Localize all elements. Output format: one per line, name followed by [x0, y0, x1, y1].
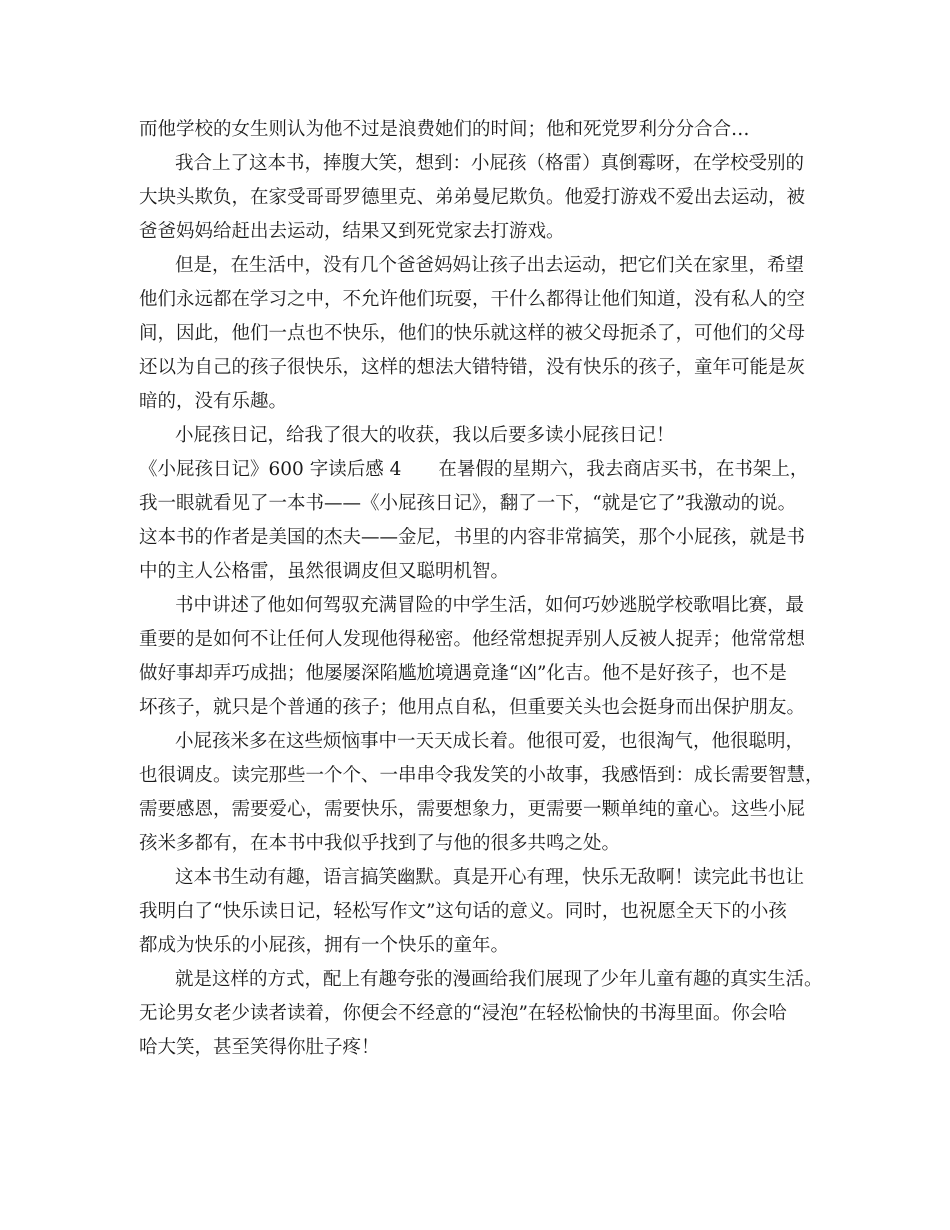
- text-line: 做好事却弄巧成拙；他屡屡深陷尴尬境遇竟逢“凶”化吉。他不是好孩子，也不是: [139, 663, 787, 684]
- text-line: 都成为快乐的小屁孩，拥有一个快乐的童年。: [139, 935, 510, 956]
- text-line: 就是这样的方式，配上有趣夸张的漫画给我们展现了少年儿童有趣的真实生活。: [175, 969, 823, 990]
- text-line: 小屁孩米多在这些烦恼事中一天天成长着。他很可爱，也很淘气，他很聪明，: [175, 731, 805, 752]
- text-line: 孩米多都有，在本书中我似乎找到了与他的很多共鸣之处。: [139, 833, 621, 854]
- text-line: 也很调皮。读完那些一个个、一串串令我发笑的小故事，我感悟到：成长需要智慧，: [139, 765, 824, 786]
- text-line: 小屁孩日记，给我了很大的收获，我以后要多读小屁孩日记！: [175, 425, 675, 446]
- text-line: 他们永远都在学习之中，不允许他们玩耍，干什么都得让他们知道，没有私人的空: [139, 289, 806, 310]
- text-line: 哈大笑，甚至笑得你肚子疼！: [139, 1037, 380, 1058]
- text-line: 但是，在生活中，没有几个爸爸妈妈让孩子出去运动，把它们关在家里，希望: [175, 255, 805, 276]
- text-line: 坏孩子，就只是个普通的孩子；他用点自私，但重要关头也会挺身而出保护朋友。: [139, 697, 806, 718]
- text-line: 我一眼就看见了一本书——《小屁孩日记》，翻了一下，“就是它了”我激动的说。: [139, 493, 797, 514]
- text-line: 而他学校的女生则认为他不过是浪费她们的时间；他和死党罗利分分合合…: [139, 119, 750, 140]
- text-line: 这本书生动有趣，语言搞笑幽默。真是开心有理，快乐无敌啊！读完此书也让: [175, 867, 805, 888]
- text-line: 我合上了这本书，捧腹大笑，想到：小屁孩（格雷）真倒霉呀，在学校受别的: [175, 153, 805, 174]
- text-line: 这本书的作者是美国的杰夫——金尼，书里的内容非常搞笑，那个小屁孩，就是书: [139, 527, 806, 548]
- text-line: 暗的，没有乐趣。: [139, 391, 288, 412]
- text-line: 中的主人公格雷，虽然很调皮但又聪明机智。: [139, 561, 510, 582]
- text-line: 《小屁孩日记》600 字读后感 4 在暑假的星期六，我去商店买书，在书架上，: [139, 459, 809, 480]
- text-line: 还以为自己的孩子很快乐，这样的想法大错特错，没有快乐的孩子，童年可能是灰: [139, 357, 806, 378]
- text-line: 需要感恩，需要爱心，需要快乐，需要想象力，更需要一颗单纯的童心。这些小屁: [139, 799, 806, 820]
- text-line: 间，因此，他们一点也不快乐，他们的快乐就这样的被父母扼杀了，可他们的父母: [139, 323, 806, 344]
- text-line: 我明白了“快乐读日记，轻松写作文”这句话的意义。同时，也祝愿全天下的小孩: [139, 901, 787, 922]
- text-line: 爸爸妈妈给赶出去运动，结果又到死党家去打游戏。: [139, 221, 565, 242]
- text-line: 重要的是如何不让任何人发现他得秘密。他经常想捉弄别人反被人捉弄；他常常想: [139, 629, 806, 650]
- text-line: 书中讲述了他如何驾驭充满冒险的中学生活，如何巧妙逃脱学校歌唱比赛，最: [175, 595, 805, 616]
- text-line: 大块头欺负，在家受哥哥罗德里克、弟弟曼尼欺负。他爱打游戏不爱出去运动，被: [139, 187, 806, 208]
- text-line: 无论男女老少读者读着，你便会不经意的“浸泡”在轻松愉快的书海里面。你会哈: [139, 1003, 787, 1024]
